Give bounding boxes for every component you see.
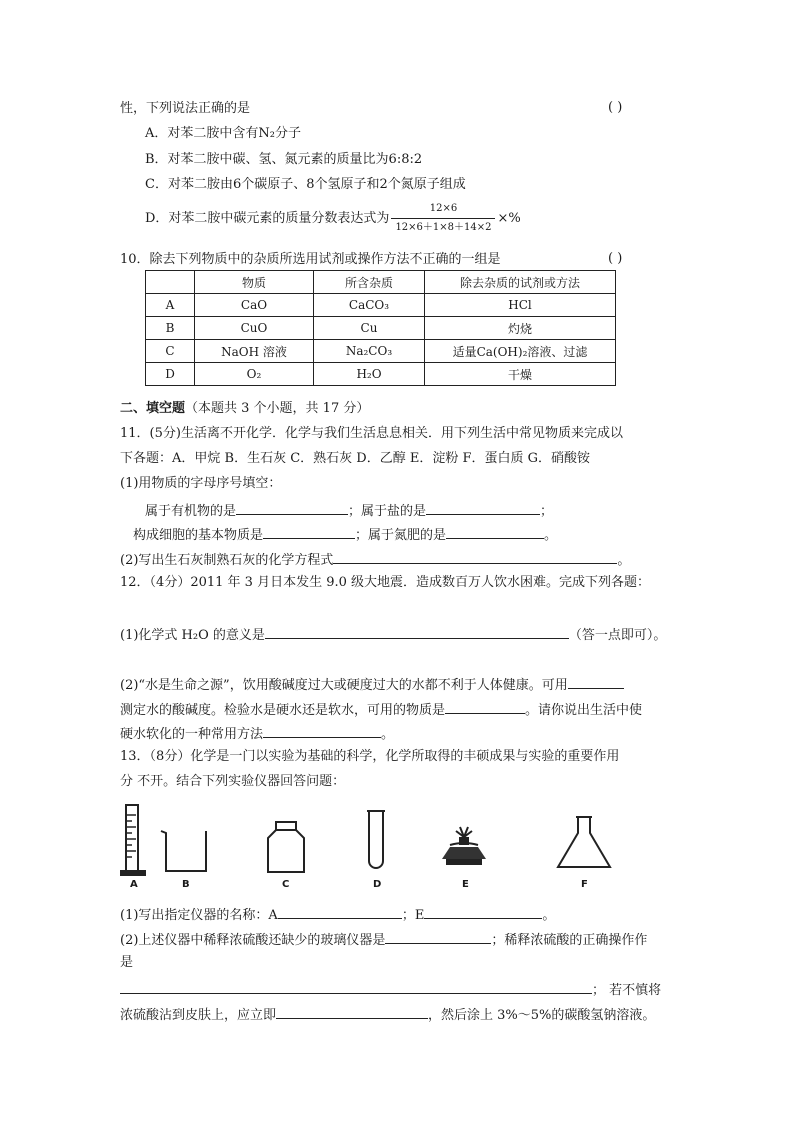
substance-cell: CuO — [195, 317, 314, 340]
q9-option-b: B．对苯二胺中碳、氢、氮元素的质量比为6:8:2 — [145, 152, 423, 167]
apparatus-label-e: E — [462, 879, 469, 890]
section-title: 二、填空题 — [120, 401, 186, 416]
q10-answer-paren[interactable]: ( ) — [608, 251, 623, 266]
dilution-label: ；稀释浓硫酸的正确操作作 — [491, 933, 648, 948]
missing-glassware-blank[interactable] — [385, 929, 491, 944]
q13-part2-shi: 是 — [120, 955, 134, 970]
row-label: C — [146, 340, 195, 363]
salt-blank[interactable] — [426, 500, 540, 515]
ph-blank[interactable] — [568, 674, 624, 689]
row-b-end: 。 — [544, 528, 558, 543]
table-header-cell: 所含杂质 — [314, 271, 425, 294]
section-heading — [120, 400, 369, 418]
q13-line1: 13．（8分）化学是一门以实验为基础的科学，化学所取得的丰硕成果与实验的重要作用 — [120, 749, 620, 764]
instrument-name-label: (1)写出指定仪器的名称：A — [120, 908, 278, 923]
soften-end: 。 — [381, 727, 395, 742]
organic-label: 属于有机物的是 — [145, 504, 237, 519]
table-row — [146, 294, 616, 317]
substance-cell: CaO — [195, 294, 314, 317]
table-row — [146, 363, 616, 386]
table-header-cell — [146, 271, 195, 294]
organic-blank[interactable] — [236, 500, 348, 515]
skin-contact-tail: ，然后涂上 3%～5%的碳酸氢钠溶液。 — [428, 1008, 656, 1023]
q12-part2a — [120, 674, 624, 695]
h2o-meaning-hint: （答一点即可）。 — [568, 628, 667, 643]
skin-contact-label: 浓硫酸沾到皮肤上，应立即 — [120, 1008, 277, 1023]
cell-label: 构成细胞的基本物质是 — [133, 528, 264, 543]
q12-part1 — [120, 624, 666, 645]
row-a-end: ； — [540, 504, 554, 519]
wide-mouth-bottle-icon — [262, 820, 310, 876]
q11-row-b — [133, 524, 557, 545]
q10-stem: 10．除去下列物质中的杂质所选用试剂或操作方法不正确的一组是 — [120, 252, 501, 267]
q9-option-c: C．对苯二胺由6个碳原子、8个氢原子和2个氮原子组成 — [145, 177, 466, 192]
cell-blank[interactable] — [263, 524, 355, 539]
q9-option-d — [145, 200, 521, 237]
impurity-cell: H₂O — [314, 363, 425, 386]
fraction-numerator: 12×6 — [391, 200, 495, 219]
soften-blank[interactable] — [263, 723, 381, 738]
beaker-icon — [158, 827, 214, 875]
equation-blank[interactable] — [333, 549, 617, 564]
table-header-row — [146, 271, 616, 294]
q11-line1: 11．(5分)生活离不开化学．化学与我们生活息息相关．用下列生活中常见物质来完成以 — [120, 426, 623, 441]
dilution-blank[interactable] — [120, 979, 592, 994]
q11-row-a — [145, 500, 553, 521]
q11-line2: 下各题：A．甲烷 B．生石灰 C．熟石灰 D．乙醇 E．淀粉 F．蛋白质 G．硝酸铵 — [120, 451, 590, 466]
method-cell: 灼烧 — [425, 317, 616, 340]
soften-text: 硬水软化的一种常用方法 — [120, 727, 264, 742]
impurity-cell: Cu — [314, 317, 425, 340]
method-cell: HCl — [425, 294, 616, 317]
q13-part2 — [120, 929, 647, 950]
part3-tail: ； 若不慎将 — [592, 983, 662, 998]
method-cell: 适量Ca(OH)₂溶液、过滤 — [425, 340, 616, 363]
substance-cell: O₂ — [195, 363, 314, 386]
q12-part2b — [120, 699, 642, 720]
q9-option-d-text: D．对苯二胺中碳元素的质量分数表达式为 — [145, 211, 390, 226]
q12-line1: 12．（4分）2011 年 3 月日本发生 9.0 级大地震．造成数百万人饮水困难。完成下列各题： — [120, 575, 651, 590]
nitrogen-blank[interactable] — [446, 524, 544, 539]
q9-stem: 性，下列说法正确的是 — [120, 101, 251, 116]
equation-end: 。 — [617, 553, 631, 568]
q13-line2: 分 不开。结合下列实验仪器回答问题： — [120, 774, 346, 789]
apparatus-label-c: C — [282, 879, 290, 890]
test-tube-icon — [364, 809, 388, 873]
q13-part4 — [120, 1004, 655, 1025]
apparatus-label-d: D — [373, 879, 382, 890]
apparatus-label-f: F — [581, 879, 588, 890]
table-header-cell: 物质 — [195, 271, 314, 294]
graduated-cylinder-icon — [118, 803, 158, 879]
q12-part2c — [120, 723, 394, 744]
section-note: （本题共 3 个小题，共 17 分） — [185, 401, 370, 416]
conical-flask-icon — [552, 813, 616, 873]
fraction-tail: ×% — [497, 211, 521, 226]
q13-part3 — [120, 979, 661, 1000]
skin-contact-blank[interactable] — [276, 1004, 428, 1019]
apparatus-label-a: A — [130, 879, 138, 890]
impurity-cell: CaCO₃ — [314, 294, 425, 317]
apparatus-label-b: B — [182, 879, 190, 890]
part1-end: 。 — [542, 908, 556, 923]
table-row — [146, 340, 616, 363]
row-label: D — [146, 363, 195, 386]
h2o-meaning-blank[interactable] — [265, 624, 569, 639]
hard-water-tail: 。请你说出生活中使 — [525, 703, 643, 718]
q13-part1 — [120, 904, 555, 925]
substance-cell: NaOH 溶液 — [195, 340, 314, 363]
q11-part1: (1)用物质的字母序号填空： — [120, 476, 282, 491]
instrument-a-blank[interactable] — [278, 904, 402, 919]
row-label: A — [146, 294, 195, 317]
row-label: B — [146, 317, 195, 340]
salt-label: ；属于盐的是 — [348, 504, 427, 519]
table-row — [146, 317, 616, 340]
alcohol-lamp-icon — [438, 823, 490, 871]
h2o-meaning-label: (1)化学式 H₂O 的意义是 — [120, 628, 265, 643]
instrument-e-label: ；E — [401, 908, 425, 923]
nitrogen-label: ；属于氮肥的是 — [355, 528, 447, 543]
ph-text: (2)“水是生命之源”，饮用酸碱度过大或硬度过大的水都不利于人体健康。可用 — [120, 678, 568, 693]
mass-fraction — [391, 200, 495, 237]
q9-answer-paren[interactable]: ( ) — [608, 100, 623, 115]
fraction-denominator: 12×6＋1×8＋14×2 — [395, 222, 492, 233]
table-header-cell: 除去杂质的试剂或方法 — [425, 271, 616, 294]
hard-water-text: 测定水的酸碱度。检验水是硬水还是软水，可用的物质是 — [120, 703, 446, 718]
missing-glassware-label: (2)上述仪器中稀释浓硫酸还缺少的玻璃仪器是 — [120, 933, 386, 948]
hard-water-blank[interactable] — [445, 699, 525, 714]
q10-table — [145, 270, 616, 386]
method-cell: 干燥 — [425, 363, 616, 386]
q11-part2 — [120, 549, 630, 570]
instrument-e-blank[interactable] — [424, 904, 542, 919]
equation-label: (2)写出生石灰制熟石灰的化学方程式 — [120, 553, 334, 568]
q9-option-a: A．对苯二胺中含有N₂分子 — [145, 126, 301, 141]
impurity-cell: Na₂CO₃ — [314, 340, 425, 363]
